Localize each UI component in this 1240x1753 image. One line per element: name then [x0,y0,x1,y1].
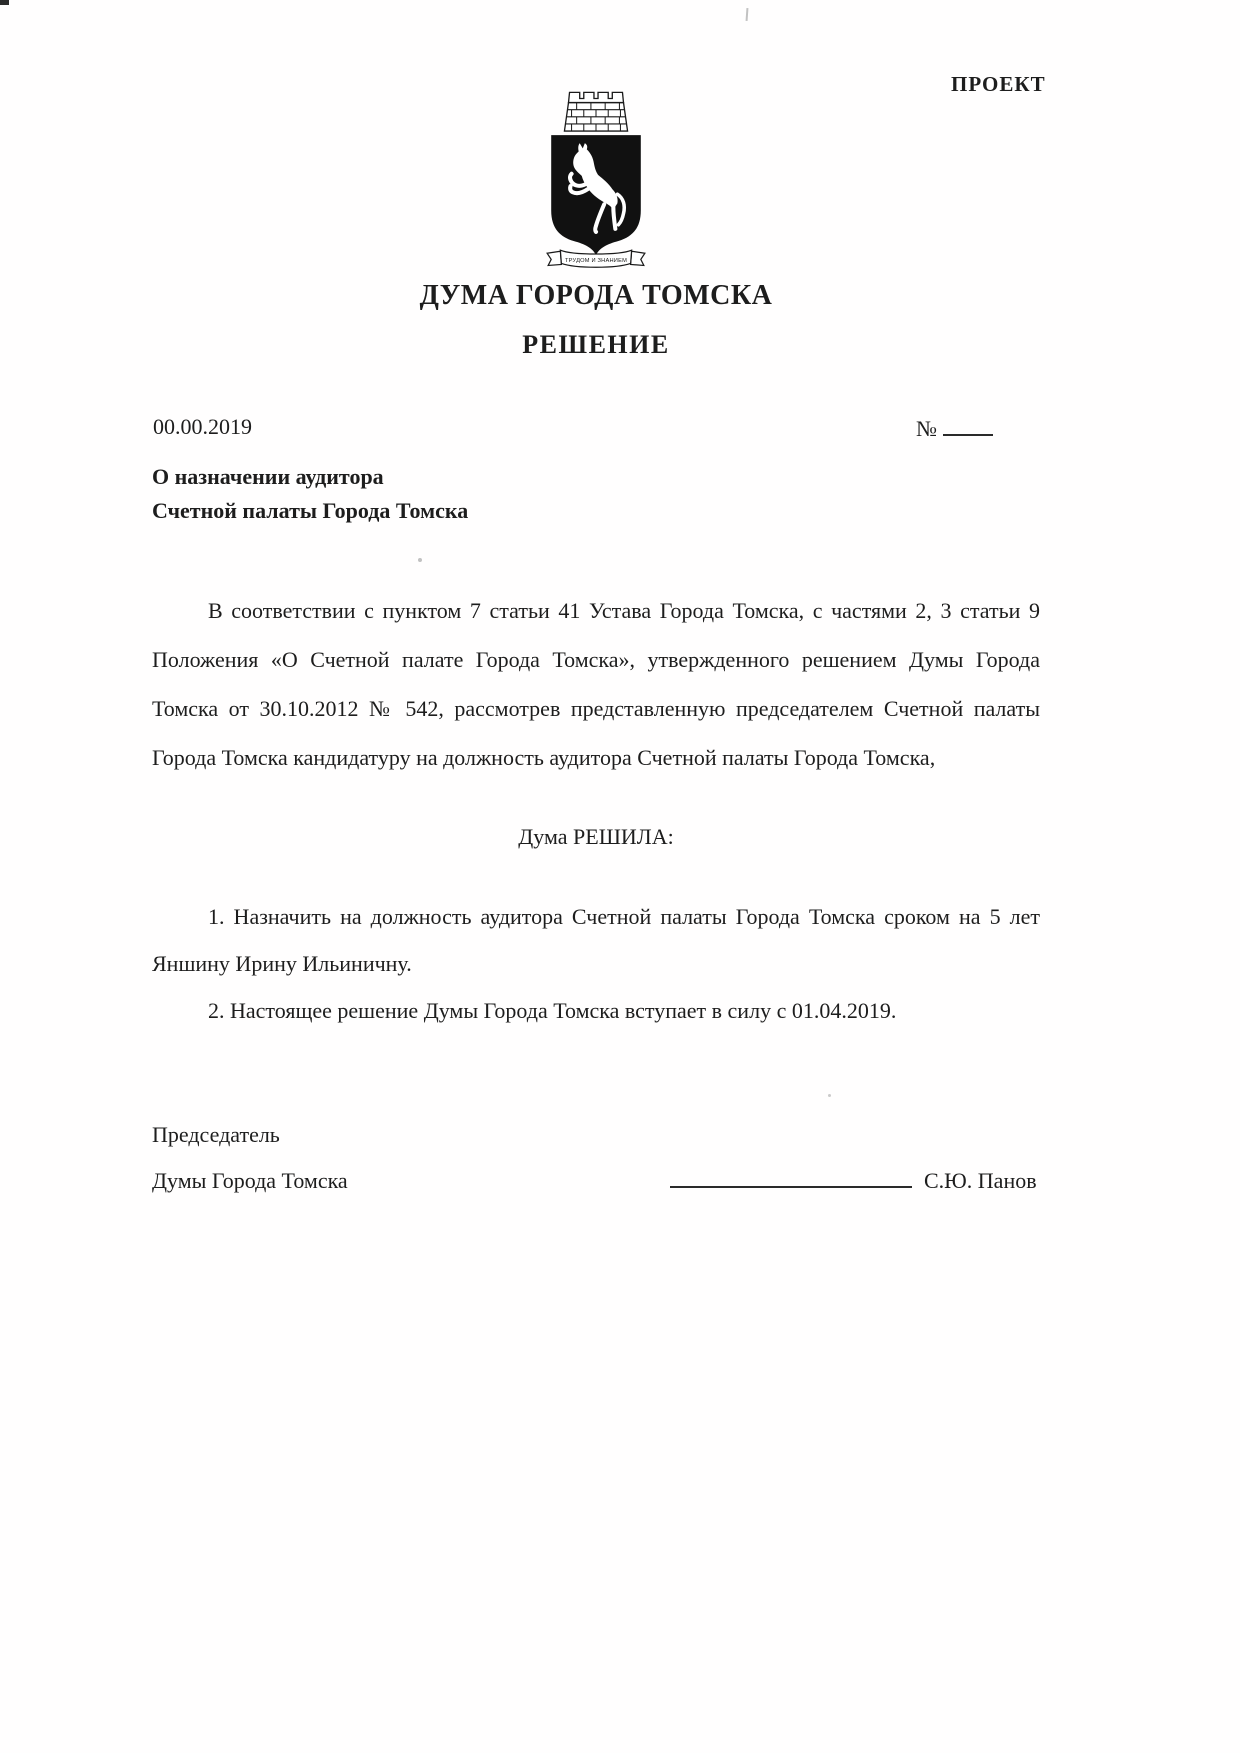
resolution-items [152,893,1040,1034]
motto-text: ТРУДОМ И ЗНАНИЕМ [564,257,628,264]
signature-role-line1: Председатель [152,1122,280,1147]
scan-speck [746,8,749,21]
scan-speck [828,1094,831,1097]
doc-number [916,414,993,442]
resolution-item-1: 1. Назначить на должность аудитора Счетной палаты Города Томска сроком на 5 лет Яншину Ирину Ильиничну. [152,904,1040,976]
doc-number-blank [943,414,993,436]
draft-stamp-label: ПРОЕКТ [951,72,1046,96]
scan-speck [418,558,422,562]
signature-blank-line [670,1162,912,1188]
doc-type-heading: РЕШЕНИЕ [522,330,670,359]
signature-name: С.Ю. Панов [924,1168,1037,1193]
tomsk-coat-of-arms-icon [540,90,652,276]
resolution-item-2: 2. Настоящее решение Думы Города Томска вступает в силу с 01.04.2019. [208,998,897,1023]
doc-date: 00.00.2019 [153,414,252,439]
signature-block [152,1112,1100,1204]
org-name-heading: ДУМА ГОРОДА ТОМСКА [419,280,773,311]
subject-heading [152,460,468,528]
resolution-heading: Дума РЕШИЛА: [518,824,674,849]
subject-line: Счетной палаты Города Томска [152,498,469,523]
preamble-paragraph: В соответствии с пунктом 7 статьи 41 Устава Города Томска, с частями 2, 3 статьи 9 Положения «О Счетной палате Города Томска», утвержденного решением Думы Города Томска от 30.10.2012 № 542, рассмотрев представленную председателем Счетной палаты Города Томска кандидатуру на должность аудитора Счетной палаты Города Томска, [152,598,1040,770]
doc-number-label: № [916,416,937,441]
subject-line: О назначении аудитора [152,464,384,489]
mural-crown-icon [564,92,627,131]
signature-role-line2: Думы Города Томска [152,1168,348,1193]
scan-speck [0,0,9,5]
